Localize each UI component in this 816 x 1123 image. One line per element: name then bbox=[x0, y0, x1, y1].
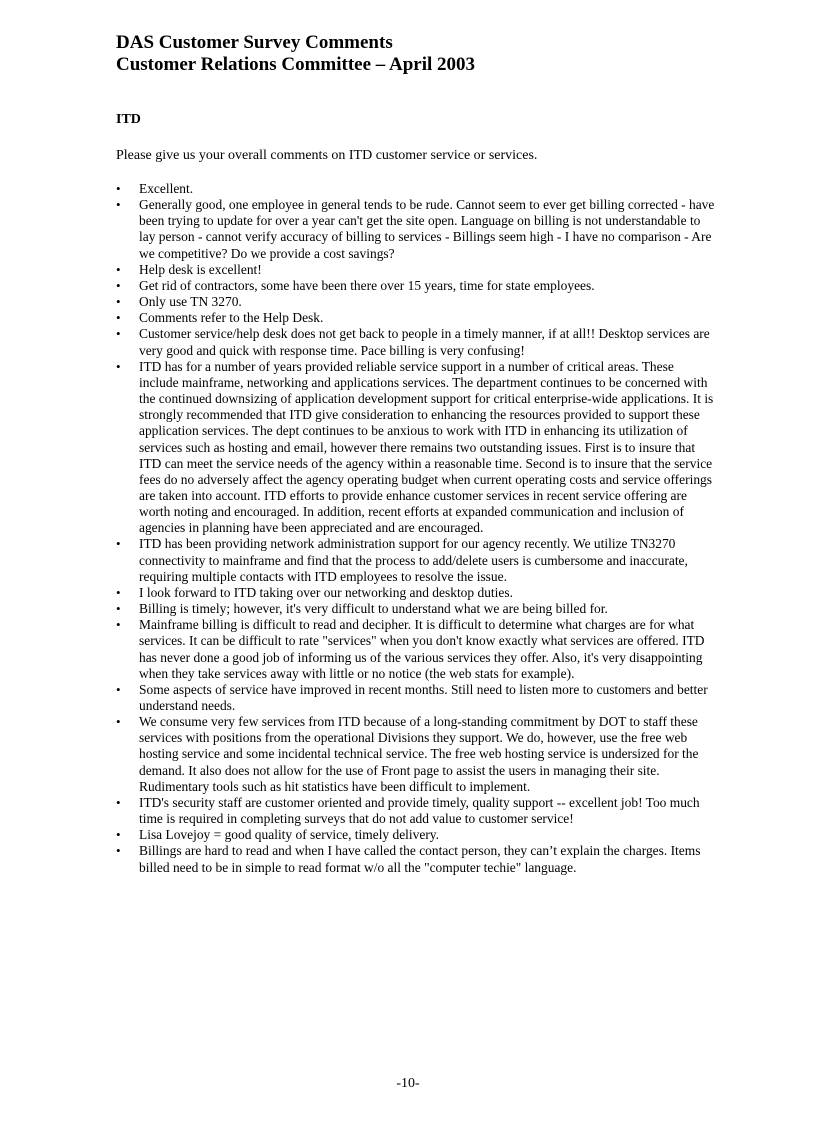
comments-list bbox=[116, 181, 716, 876]
document-title bbox=[116, 32, 736, 76]
comment-item: • Get rid of contractors, some have been there over 15 years, time for state employees. bbox=[116, 278, 716, 294]
comment-item: • ITD's security staff are customer oriented and provide timely, quality support -- excellent job! Too much time is required in completing surveys that do not add value to customer service! bbox=[116, 795, 716, 827]
comment-item: • We consume very few services from ITD because of a long-standing commitment by DOT to staff these services with positions from the operational Divisions they support. We do, however, use the free web hosting service and some incidental technical service. The free web hosting service is undersized for the demand. It also does not allow for the use of Front page to assist the users in managing their site. Rudimentary tools such as hit statistics have been difficult to implement. bbox=[116, 714, 716, 795]
comment-item: • Mainframe billing is difficult to read and decipher. It is difficult to determine what charges are for what services. It can be difficult to rate "services" when you don't know exactly what services are offered. ITD has never done a good job of informing us of the various services they offer. Also, it's very disappointing when they take services away with little or no notice (the web stats for example). bbox=[116, 617, 716, 682]
comment-item: • Lisa Lovejoy = good quality of service, timely delivery. bbox=[116, 827, 716, 843]
comment-item: • ITD has been providing network administration support for our agency recently. We utilize TN3270 connectivity to mainframe and find that the process to add/delete users is cumbersome and inaccurate, requiring multiple contacts with ITD employees to resolve the issue. bbox=[116, 536, 716, 584]
comment-item: • I look forward to ITD taking over our networking and desktop duties. bbox=[116, 585, 716, 601]
comment-item: • Only use TN 3270. bbox=[116, 294, 716, 310]
comment-item: • Billing is timely; however, it's very difficult to understand what we are being billed for. bbox=[116, 601, 716, 617]
title-line-1: DAS Customer Survey Comments bbox=[116, 32, 393, 53]
survey-question: Please give us your overall comments on ITD customer service or services. bbox=[116, 148, 538, 163]
comment-item: • Generally good, one employee in general tends to be rude. Cannot seem to ever get billing corrected - have been trying to update for over a year can't get the site open. Language on billing is not understandable to lay person - cannot verify accuracy of billing to services - Billings seem high - I have no comparison - Are we competitive? Do we provide a cost savings? bbox=[116, 197, 716, 262]
page-number: -10- bbox=[396, 1076, 420, 1091]
title-line-2: Customer Relations Committee – April 2003 bbox=[116, 54, 476, 75]
comment-item: • Some aspects of service have improved in recent months. Still need to listen more to customers and better understand needs. bbox=[116, 682, 716, 714]
comment-item: • Help desk is excellent! bbox=[116, 262, 716, 278]
comment-item: • ITD has for a number of years provided reliable service support in a number of critical areas. These include mainframe, networking and applications services. The department continues to be concerned with the continued downsizing of application development support for critical enterprise-wide applications. It is strongly recommended that ITD give consideration to enhancing the resources provided to support these application services. The dept continues to be anxious to work with ITD in enhancing its utilization of services such as hosting and email, however there remains two outstanding issues. First is to insure that ITD can meet the service needs of the agency within a reasonable time. Second is to insure that the service fees do no adversely affect the agency operating budget when current operating costs and service offerings are taken into account. ITD efforts to provide enhance customer services in recent service offering are worth noting and encouraged. In addition, recent efforts at expanded communication and inclusion of agencies in planning have been appreciated and are encouraged. bbox=[116, 359, 716, 537]
section-heading: ITD bbox=[116, 112, 141, 127]
comment-item: • Excellent. bbox=[116, 181, 716, 197]
comment-item: • Billings are hard to read and when I have called the contact person, they can’t explain the charges. Items billed need to be in simple to read format w/o all the "computer techie" language. bbox=[116, 843, 716, 875]
comment-item: • Comments refer to the Help Desk. bbox=[116, 310, 716, 326]
comment-item: • Customer service/help desk does not get back to people in a timely manner, if at all!! Desktop services are very good and quick with response time. Pace billing is very confusing! bbox=[116, 326, 716, 358]
